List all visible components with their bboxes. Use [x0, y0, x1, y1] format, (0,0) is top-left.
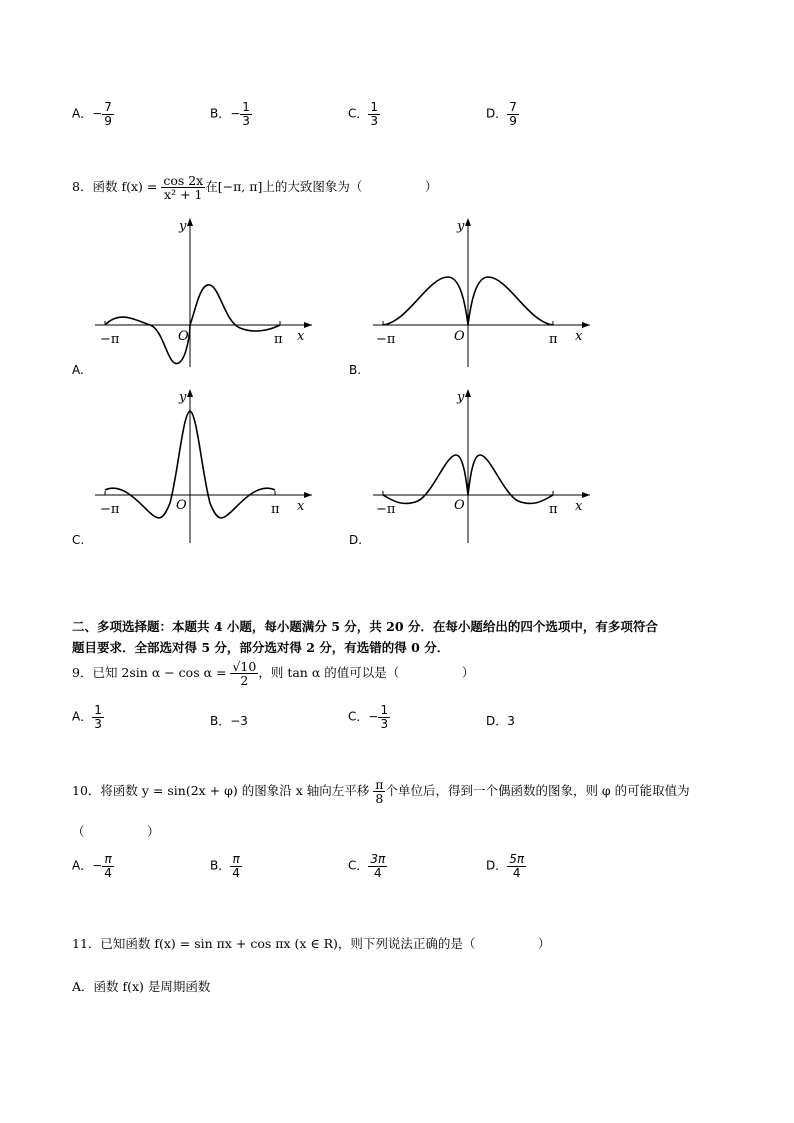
- y-axis-arrow: [465, 218, 471, 226]
- q10-stem: 10．将函数 y = sin(2x + φ) 的图象沿 x 轴向左平移 $\frac{\pi}{8}$ 个单位后，得到一个偶函数的图象，则 φ 的可能取值为: [72, 777, 690, 807]
- label-origin: O: [176, 498, 187, 513]
- x-axis-arrow: [582, 322, 590, 328]
- label-pi: π: [549, 332, 558, 347]
- graph-b: [368, 212, 598, 372]
- label-x: x: [297, 329, 305, 344]
- q7-option-a: A．− $\frac{7}{9}$: [72, 100, 112, 128]
- q9-stem: 9．已知 2sin α − cos α = $\frac{√10}{2}$ ，则 tan α 的值可以是（ ）: [72, 659, 475, 689]
- q7-option-c: C． $\frac{1}{3}$: [348, 100, 379, 128]
- x-axis-arrow: [582, 492, 590, 498]
- label-neg-pi: −π: [376, 502, 396, 517]
- label-pi: π: [549, 502, 558, 517]
- label-y: y: [179, 219, 187, 234]
- label-origin: O: [178, 329, 189, 344]
- x-axis-arrow: [304, 322, 312, 328]
- label-y: y: [457, 219, 465, 234]
- label-y: y: [457, 390, 465, 405]
- q7-option-b: B．− $\frac{1}{3}$: [210, 100, 250, 128]
- q10-option-b: B． $\frac{\pi}{4}$: [210, 852, 240, 880]
- q11-stem: 11．已知函数 f(x) = sin πx + cos πx (x ∈ R)，则下列说法正确的是（ ）: [72, 936, 551, 951]
- q9-option-d: D．3: [486, 714, 515, 728]
- curve-a: [105, 285, 280, 364]
- graph-d: [368, 383, 598, 548]
- q10-paren: （ ）: [72, 824, 160, 839]
- graph-b-label: B.: [349, 363, 362, 377]
- q9-option-c: C．− $\frac{1}{3}$: [348, 703, 389, 731]
- label-pi: π: [271, 502, 280, 517]
- graph-d-label: D.: [349, 533, 363, 547]
- label-origin: O: [454, 329, 465, 344]
- y-axis-arrow: [187, 218, 193, 226]
- y-axis-arrow: [187, 389, 193, 397]
- q8-stem: 8．函数 f(x) = $\frac{\cos 2x}{\text{x² + 1}}$ 在[−π, π]上的大致图象为（ ）: [72, 173, 438, 203]
- q10-option-c: C． $\frac{3\pi}{4}$: [348, 852, 386, 880]
- graph-c-label: C.: [72, 533, 85, 547]
- label-neg-pi: −π: [100, 502, 120, 517]
- label-pi: π: [274, 332, 283, 347]
- q11-option-a: A．函数 f(x) 是周期函数: [72, 979, 211, 994]
- graph-c: [90, 383, 320, 548]
- label-x: x: [575, 329, 583, 344]
- label-y: y: [179, 390, 187, 405]
- q7-option-d: D． $\frac{7}{9}$: [486, 100, 517, 128]
- label-origin: O: [454, 498, 465, 513]
- x-axis-arrow: [304, 492, 312, 498]
- q10-option-a: A．− $\frac{\pi}{4}$: [72, 852, 112, 880]
- label-neg-pi: −π: [376, 332, 396, 347]
- section2-line2: 题目要求．全部选对得 5 分，部分选对得 2 分，有选错的得 0 分．: [72, 640, 450, 655]
- q9-option-a: A． $\frac{1}{3}$: [72, 703, 102, 731]
- label-x: x: [297, 499, 305, 514]
- label-neg-pi: −π: [100, 332, 120, 347]
- label-x: x: [575, 499, 583, 514]
- q10-option-d: D． $\frac{5\pi}{4}$: [486, 852, 525, 880]
- graph-a: [90, 212, 320, 372]
- q9-option-b: B．−3: [210, 714, 248, 728]
- section2-line1: 二、多项选择题：本题共 4 小题，每小题满分 5 分，共 20 分．在每小题给出的四个选项中，有多项符合: [72, 619, 658, 634]
- y-axis-arrow: [465, 389, 471, 397]
- graph-a-label: A.: [72, 363, 84, 377]
